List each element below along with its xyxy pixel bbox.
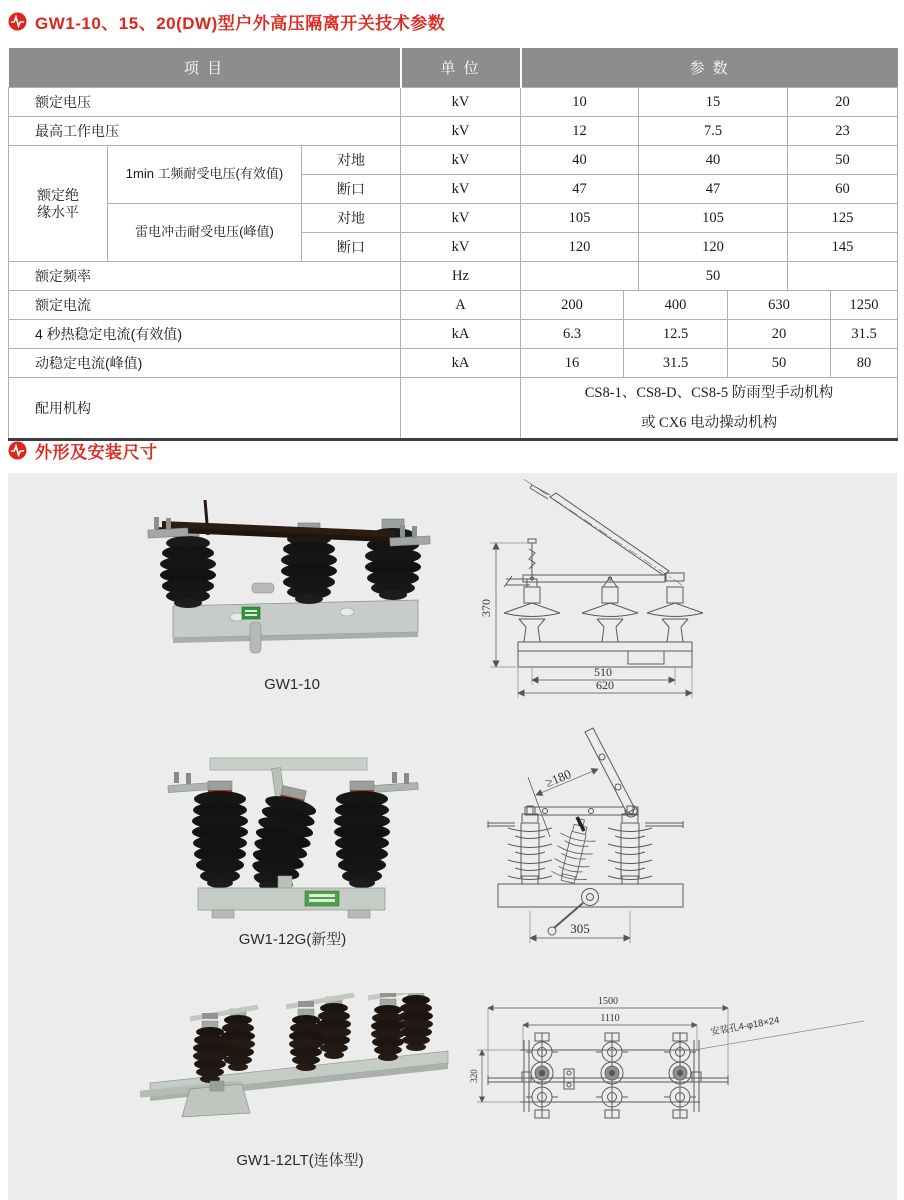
sub-label: 雷电冲击耐受电压(峰值): [108, 204, 302, 262]
row-label: 额定频率: [9, 262, 401, 291]
table-row: [9, 378, 898, 440]
value-cell: 16: [521, 349, 624, 378]
unit-cell: kA: [401, 320, 521, 349]
table-row: [9, 146, 898, 175]
group-label: 额定绝缘水平: [9, 146, 108, 262]
table-row: [9, 117, 898, 146]
table-row: [9, 320, 898, 349]
value-cell: 105: [639, 204, 788, 233]
row-label: 配用机构: [9, 378, 401, 440]
value-cell: 15: [639, 88, 788, 117]
figure-caption: GW1-12LT(连体型): [236, 1152, 364, 1169]
row-label: 额定电流: [9, 291, 401, 320]
dim-305-label: 305: [570, 921, 590, 936]
product-photo-gw1-12g: [160, 748, 425, 928]
value-cell: 120: [521, 233, 639, 262]
page-title: GW1-10、15、20(DW)型户外高压隔离开关技术参数: [35, 14, 446, 33]
table-header-row: [9, 48, 898, 88]
value-cell: 145: [788, 233, 898, 262]
table-row: [9, 262, 898, 291]
table-row: [9, 204, 898, 233]
unit-cell: kV: [401, 117, 521, 146]
unit-cell: kV: [401, 146, 521, 175]
value-cell: 31.5: [624, 349, 728, 378]
sub-sub-label: 断口: [302, 233, 401, 262]
value-cell: 60: [788, 175, 898, 204]
col-header-unit: 单 位: [401, 48, 521, 88]
mechanism-line2: 或 CX6 电动操动机构: [640, 415, 778, 431]
empty-cell: [401, 378, 521, 440]
col-header-item: 项 目: [9, 48, 401, 88]
figure-caption: GW1-10: [264, 676, 320, 693]
value-cell: 47: [639, 175, 788, 204]
value-cell: 40: [639, 146, 788, 175]
sub-sub-label: 断口: [302, 175, 401, 204]
dim-320-label: 320: [469, 1069, 479, 1083]
value-cell: 50: [639, 262, 788, 291]
value-cell: 10: [521, 88, 639, 117]
nameplate: [242, 607, 260, 619]
value-cell: 12: [521, 117, 639, 146]
section2-title-text: 外形及安装尺寸: [35, 443, 158, 462]
figures-panel: [8, 473, 897, 1200]
row-label: 4 秒热稳定电流(有效值): [9, 320, 401, 349]
row-label: 动稳定电流(峰值): [9, 349, 401, 378]
pulse-icon: [8, 12, 27, 31]
pulse-icon: [8, 441, 27, 460]
dim-1500-label: 1500: [598, 996, 618, 1007]
value-cell: 50: [788, 146, 898, 175]
dim-angle-label: ≥180: [542, 765, 574, 791]
value-cell: 50: [728, 349, 831, 378]
product-photo-gw1-10: [142, 485, 442, 675]
dimension-drawing-gw1-10: [470, 475, 790, 715]
value-cell: 200: [521, 291, 624, 320]
unit-cell: Hz: [401, 262, 521, 291]
section1-title: [8, 9, 445, 34]
value-cell: 20: [728, 320, 831, 349]
mounting-hole-note: 安装孔4-φ18×24: [709, 1015, 781, 1038]
unit-cell: kV: [401, 233, 521, 262]
value-cell: 630: [728, 291, 831, 320]
sub-sub-label: 对地: [302, 204, 401, 233]
tech-params-table: [8, 48, 898, 441]
value-cell: 1250: [831, 291, 898, 320]
col-header-params: 参 数: [521, 48, 898, 88]
unit-cell: A: [401, 291, 521, 320]
unit-cell: kV: [401, 175, 521, 204]
mechanism-cell: [521, 378, 898, 440]
dim-510-label: 510: [594, 665, 612, 679]
dim-1110-label: 1110: [600, 1013, 620, 1024]
unit-cell: kV: [401, 204, 521, 233]
dimension-drawing-gw1-12lt: [466, 983, 894, 1133]
value-cell: 120: [639, 233, 788, 262]
value-cell: 47: [521, 175, 639, 204]
value-cell: 40: [521, 146, 639, 175]
unit-cell: kV: [401, 88, 521, 117]
value-cell: 7.5: [639, 117, 788, 146]
value-cell: 125: [788, 204, 898, 233]
nameplate: [305, 891, 339, 906]
sub-sub-label: 对地: [302, 146, 401, 175]
dim-370-label: 370: [479, 599, 493, 617]
section2-title: [8, 438, 158, 463]
mechanism-line1: CS8-1、CS8-D、CS8-5 防雨型手动机构: [584, 385, 834, 401]
value-cell: 20: [788, 88, 898, 117]
unit-cell: kA: [401, 349, 521, 378]
row-label: 最高工作电压: [9, 117, 401, 146]
table-row: [9, 88, 898, 117]
table-row: [9, 349, 898, 378]
value-cell: 80: [831, 349, 898, 378]
value-cell: 31.5: [831, 320, 898, 349]
empty-cell: [521, 262, 639, 291]
value-cell: 105: [521, 204, 639, 233]
product-photo-gw1-12lt: [140, 993, 460, 1148]
dimension-drawing-gw1-12g: [473, 725, 723, 965]
dim-620-label: 620: [596, 678, 614, 692]
value-cell: 6.3: [521, 320, 624, 349]
sub-label: 1min 工频耐受电压(有效值): [108, 146, 302, 204]
row-label: 额定电压: [9, 88, 401, 117]
empty-cell: [788, 262, 898, 291]
value-cell: 12.5: [624, 320, 728, 349]
table-row: [9, 291, 898, 320]
value-cell: 23: [788, 117, 898, 146]
value-cell: 400: [624, 291, 728, 320]
figure-caption: GW1-12G(新型): [238, 931, 347, 948]
